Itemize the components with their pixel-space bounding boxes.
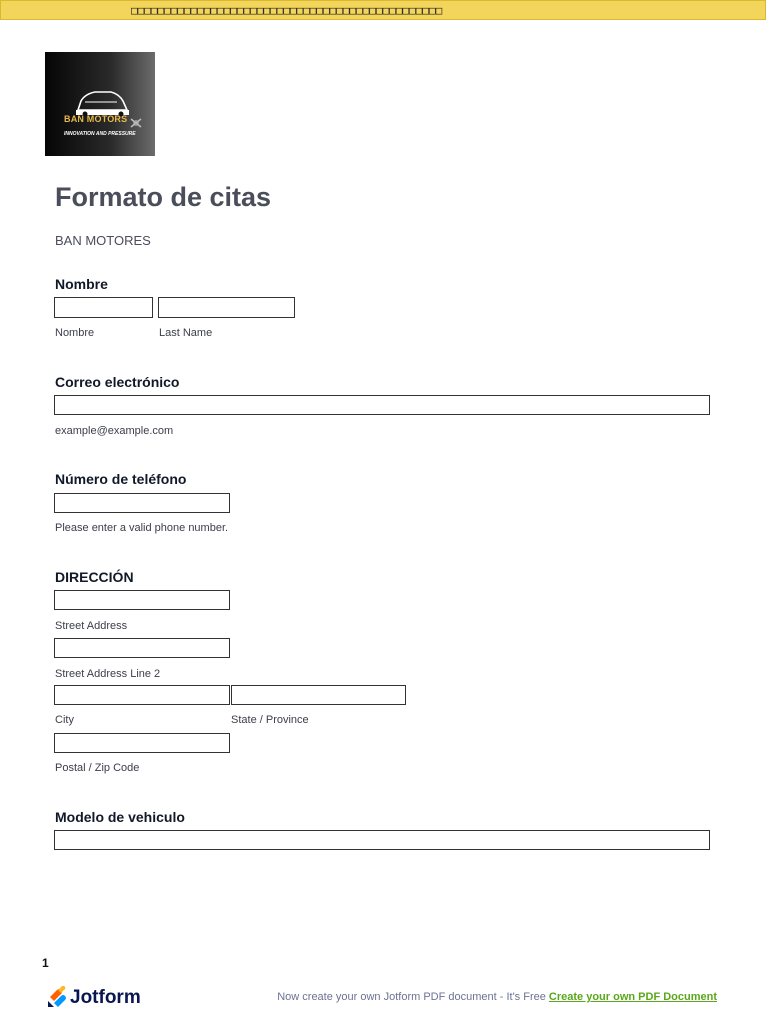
phone-sublabel: Please enter a valid phone number.: [55, 522, 229, 534]
email-sublabel: example@example.com: [55, 425, 174, 437]
logo-brand-text: BAN MOTORS: [64, 114, 128, 124]
email-label: Correo electrónico: [55, 374, 180, 390]
street-address-input[interactable]: [54, 590, 230, 610]
street-address-line2-sublabel: Street Address Line 2: [55, 668, 161, 680]
city-sublabel: City: [55, 714, 74, 726]
state-input[interactable]: [231, 685, 406, 705]
postal-code-input[interactable]: [54, 733, 230, 753]
footer-promo-text: Now create your own Jotform PDF document - It's Free: [277, 991, 546, 1003]
street-address-sublabel: Street Address: [55, 620, 128, 632]
street-address-line2-input[interactable]: [54, 638, 230, 658]
last-name-input[interactable]: [158, 297, 295, 318]
footer-promo: [277, 991, 717, 1003]
first-name-input[interactable]: [54, 297, 153, 318]
email-input[interactable]: [54, 395, 710, 415]
jotform-logo-icon: [45, 986, 69, 1010]
postal-code-sublabel: Postal / Zip Code: [55, 762, 140, 774]
address-label: DIRECCIÓN: [55, 569, 134, 585]
last-name-sublabel: Last Name: [159, 327, 213, 339]
form-subtitle: BAN MOTORES: [55, 233, 151, 248]
form-title: Formato de citas: [55, 182, 272, 212]
logo-tagline: INNOVATION AND PRESSURE: [64, 131, 136, 137]
name-label: Nombre: [55, 276, 108, 292]
car-icon: [45, 52, 155, 156]
company-logo: [45, 52, 155, 156]
create-pdf-link[interactable]: Create your own PDF Document: [548, 991, 717, 1003]
vehicle-model-label: Modelo de vehiculo: [55, 809, 185, 825]
phone-label: Número de teléfono: [55, 471, 187, 487]
first-name-sublabel: Nombre: [55, 327, 95, 339]
top-banner: □□□□□□□□□□□□□□□□□□□□□□□□□□□□□□□□□□□□□□□□□□□□□□□: [0, 0, 766, 20]
city-input[interactable]: [54, 685, 230, 705]
state-sublabel: State / Province: [231, 714, 309, 726]
page-number: 1: [42, 956, 49, 970]
phone-input[interactable]: [54, 493, 230, 513]
vehicle-model-input[interactable]: [54, 830, 710, 850]
jotform-wordmark: Jotform: [70, 987, 141, 1008]
